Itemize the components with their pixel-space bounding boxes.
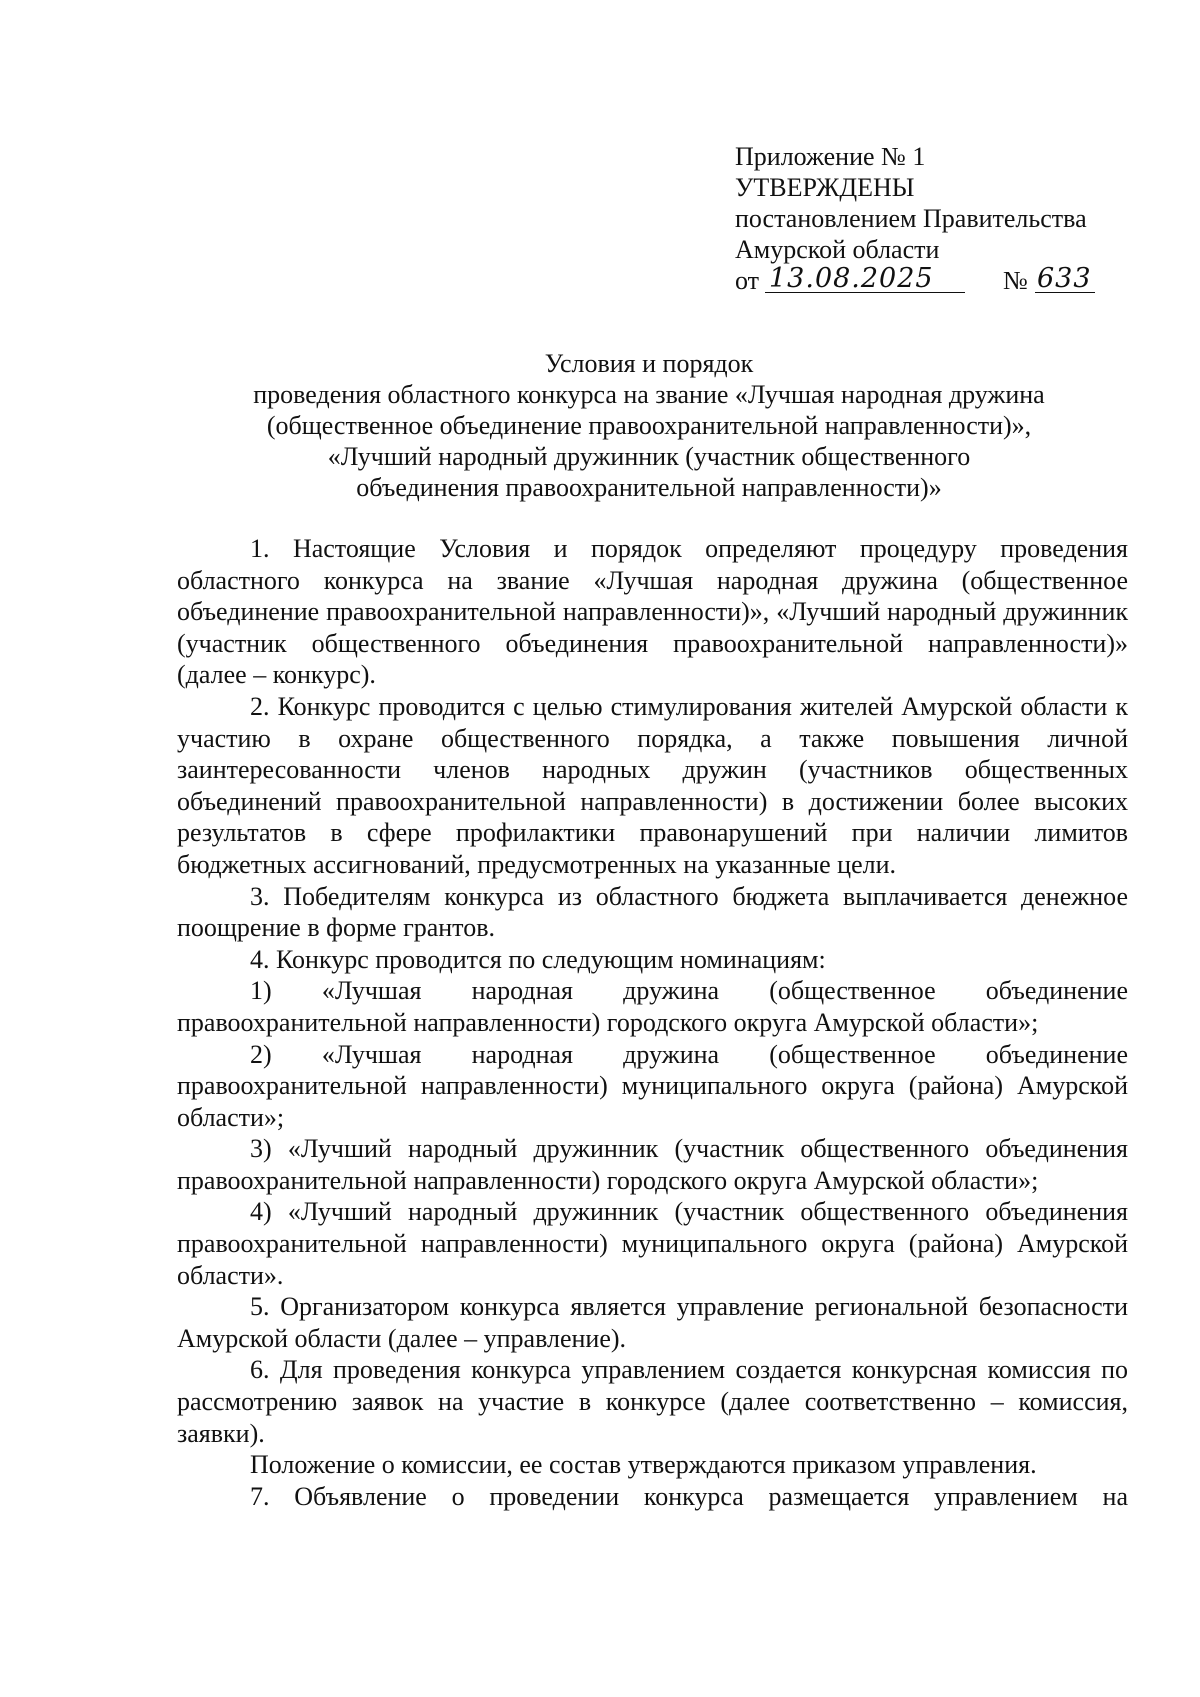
paragraph-6-note: Положение о комиссии, ее состав утверждаются приказом управления. [250, 1450, 1037, 1480]
date-number-line [735, 265, 1135, 296]
paragraph-2: 2. Конкурс проводится с целью стимулирования жителей Амурской области к участию в охране общественного порядка, а также повышения личной заинтересованности членов народных дружин (участников общественных объединений правоохранительной направленности) в достижении более высоких результатов в сфере профилактики правонарушений при наличии лимитов бюджетных ассигнований, предусмотренных на указанные цели. [177, 691, 1128, 879]
appendix-label: Приложение № 1 [735, 142, 926, 171]
title-line-5: объединения правоохранительной направленности)» [356, 473, 942, 502]
handwritten-number: 633 [1037, 263, 1092, 294]
nomination-3: 3) «Лучший народный дружинник (участник общественного объединения правоохранительной направленности) городского округа Амурской области»; [177, 1134, 1128, 1195]
paragraph-7: 7. Объявление о проведении конкурса размещается управлением на [250, 1481, 1128, 1511]
document-title [170, 348, 1128, 503]
handwritten-date: 13.08.2025 [769, 263, 934, 294]
paragraph-3: 3. Победителям конкурса из областного бюджета выплачивается денежное поощрение в форме грантов. [177, 881, 1128, 943]
paragraph-6: 6. Для проведения конкурса управлением создается конкурсная комиссия по рассмотрению заявок на участие в конкурсе (далее соответственно – комиссия, заявки). [177, 1355, 1128, 1448]
paragraph-1: 1. Настоящие Условия и порядок определяют процедуру проведения областного конкурса на звание «Лучшая народная дружина (общественное объединение правоохранительной направленности)», «Лучший народный дружинник (участник общественного объединения правоохранительной направленности)» (далее – конкурс). [177, 534, 1128, 690]
title-line-3: (общественное объединение правоохранительной направленности)», [266, 411, 1032, 440]
paragraph-4: 4. Конкурс проводится по следующим номинациям: [250, 944, 826, 974]
nomination-4: 4) «Лучший народный дружинник (участник общественного объединения правоохранительной направленности) муниципального округа (района) Амурской области». [177, 1197, 1128, 1290]
approved-label: УТВЕРЖДЕНЫ [735, 173, 915, 202]
approved-by-line1: постановлением Правительства [735, 204, 1087, 233]
title-line-4: «Лучший народный дружинник (участник общественного [327, 442, 971, 471]
date-prefix: от [735, 266, 760, 295]
paragraph-5: 5. Организатором конкурса является управление региональной безопасности Амурской области (далее – управление). [177, 1292, 1128, 1353]
number-prefix: № [1003, 266, 1028, 295]
approval-block [735, 141, 1135, 296]
approved-by-line2: Амурской области [735, 235, 940, 264]
nomination-1: 1) «Лучшая народная дружина (общественное объединение правоохранительной направленности) городского округа Амурской области»; [177, 976, 1128, 1037]
title-line-1: Условия и порядок [544, 349, 754, 378]
nomination-2: 2) «Лучшая народная дружина (общественное объединение правоохранительной направленности) муниципального округа (района) Амурской области»; [177, 1039, 1128, 1132]
title-line-2: проведения областного конкурса на звание «Лучшая народная дружина [253, 380, 1045, 409]
document-body [177, 533, 1128, 1512]
